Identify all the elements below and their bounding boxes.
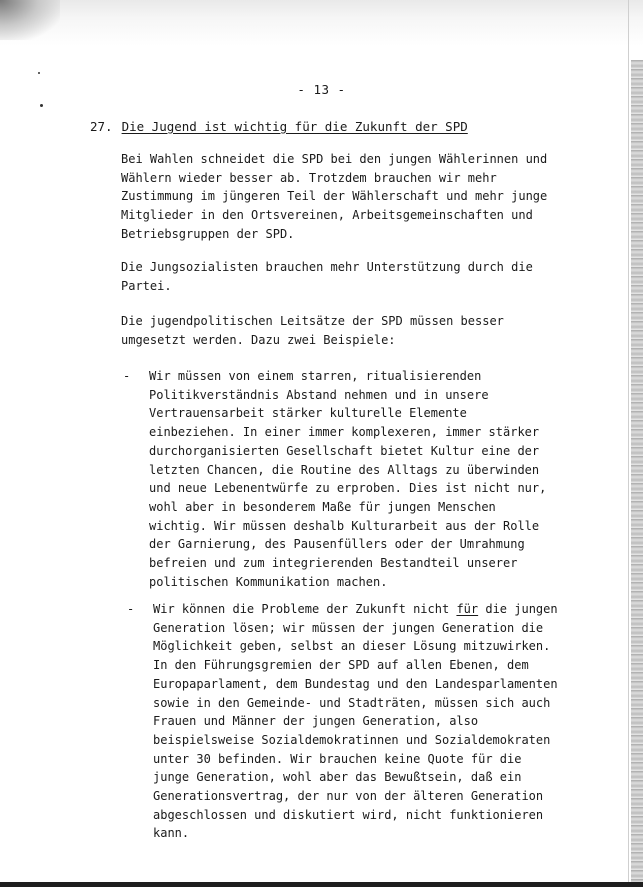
text-segment: die jungen (478, 602, 558, 616)
text-line: durchorganisierten Gesellschaft bietet Kultur eine der (149, 443, 540, 458)
text-line: kann. (153, 826, 190, 841)
text-line: wichtig. Wir müssen deshalb Kulturarbeit aus der Rolle (149, 518, 540, 533)
paragraph (121, 150, 571, 244)
text-line: sowie in den Gemeinde- und Stadträten, müssen sich auch (153, 695, 551, 710)
text-segment: Wir können die Probleme der Zukunft nicht (153, 602, 457, 616)
text-line: Generationsvertrag, der nur von der älteren Generation (153, 789, 544, 804)
scan-speck (40, 104, 43, 107)
scan-corner-shadow (0, 0, 60, 40)
text-line (153, 600, 593, 619)
text-line: Frauen und Männer der jungen Generation, also (153, 714, 479, 729)
text-line: Die Jungsozialisten brauchen mehr Unterstützung durch die (121, 260, 533, 274)
text-line: Wählern wieder besser ab. Trotzdem brauchen wir mehr (121, 170, 497, 185)
text-line: Vertrauensarbeit stärker kulturelle Elemente (149, 406, 467, 421)
text-line: Wir müssen von einem starren, ritualisierenden (149, 369, 482, 383)
text-line: der Garnierung, des Pausenfüllers oder der Umrahmung (149, 537, 525, 552)
scan-right-edge (631, 60, 643, 887)
text-line: Politikverständnis Abstand nehmen und in unsere (149, 387, 489, 402)
text-line: Betriebsgruppen der SPD. (121, 226, 295, 241)
text-line: Zustimmung im jüngeren Teil der Wählerschaft und mehr junge (121, 189, 548, 204)
text-line: beispielsweise Sozialdemokratinnen und Sozialdemokraten (153, 732, 551, 747)
text-line: Europaparlament, dem Bundestag und den Landesparlamenten (153, 676, 558, 691)
text-line: einbeziehen. In einer immer komplexeren, immer stärker (149, 425, 540, 440)
page-number: - 13 - (297, 82, 346, 97)
text-line: junge Generation, wohl aber das Bewußtsein, daß ein (153, 770, 522, 785)
text-line: abgeschlossen und diskutiert wird, nicht funktionieren (153, 807, 544, 822)
scan-edge-line (628, 0, 629, 887)
text-line: Partei. (121, 278, 172, 293)
text-line: Mitglieder in den Ortsvereinen, Arbeitsgemeinschaften und (121, 208, 533, 223)
text-line: umgesetzt werden. Dazu zwei Beispiele: (121, 332, 396, 347)
scan-bottom-edge (0, 882, 643, 887)
text-line: letzten Chancen, die Routine des Alltags zu überwinden (149, 462, 540, 477)
text-line: wohl aber in besonderem Maße für jungen Menschen (149, 499, 496, 514)
text-line: befreien und zum integrierenden Bestandteil unserer (149, 556, 518, 571)
scan-speck (38, 72, 40, 74)
paragraph (121, 312, 571, 349)
text-line: unter 30 befinden. Wir brauchen keine Quote für die (153, 751, 522, 766)
bullet-dash: - (127, 602, 135, 616)
text-line: Generation lösen; wir müssen der jungen Generation die (153, 620, 544, 635)
section-title: Die Jugend ist wichtig für die Zukunft der SPD (121, 119, 468, 134)
emphasized-word: für (456, 602, 479, 616)
text-line: In den Führungsgremien der SPD auf allen Ebenen, dem (153, 658, 529, 673)
text-line: Bei Wahlen schneidet die SPD bei den jungen Wählerinnen und (121, 152, 548, 166)
text-line: und neue Lebenentwürfe zu erproben. Dies ist nicht nur, (149, 481, 547, 496)
text-line: Möglichkeit geben, selbst an dieser Lösung mitzuwirken. (153, 639, 551, 654)
text-line: politischen Kommunikation machen. (149, 574, 388, 589)
text-line: Die jugendpolitischen Leitsätze der SPD müssen besser (121, 314, 504, 328)
bullet-dash: - (123, 369, 131, 383)
section-number: 27. (90, 119, 113, 134)
paragraph (121, 258, 571, 295)
section-heading (90, 119, 468, 134)
scan-top-shadow (0, 0, 643, 46)
